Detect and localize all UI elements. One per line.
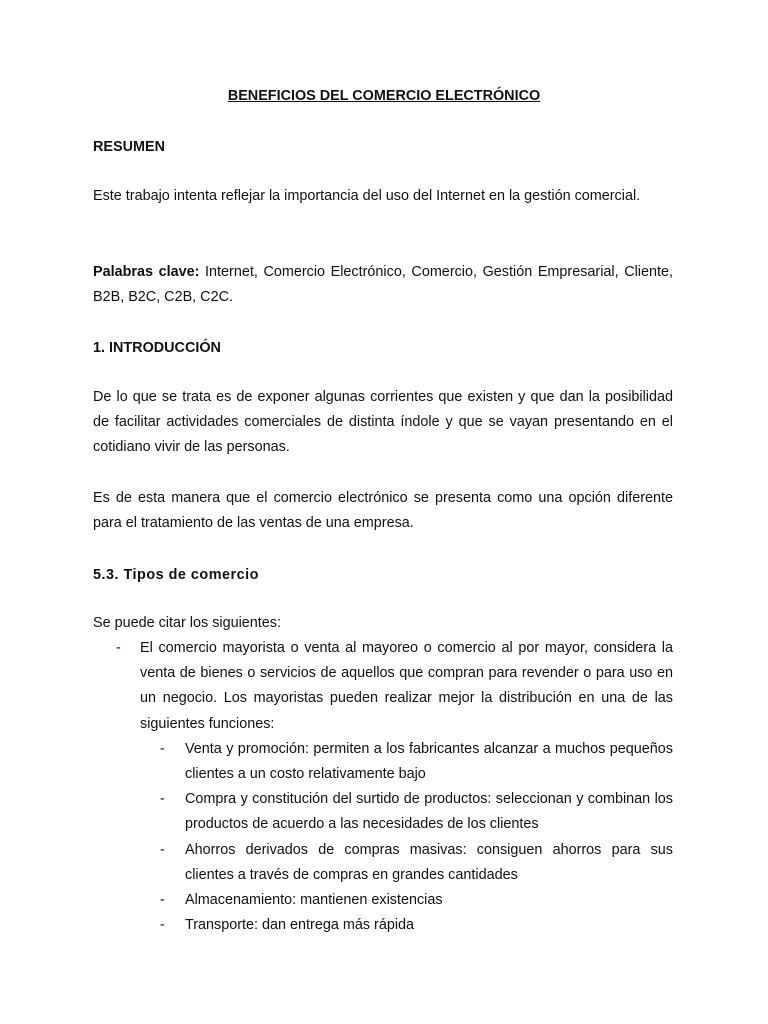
tipos-heading: 5.3. Tipos de comercio	[93, 567, 259, 583]
intro-paragraph-2: Es de esta manera que el comercio electrónico se presenta como una opción diferente para el tratamiento de las ventas de una empresa.	[93, 490, 673, 532]
keywords-paragraph	[93, 260, 673, 310]
intro-heading: 1. INTRODUCCIÓN	[93, 340, 221, 356]
list-marker: -	[116, 640, 121, 656]
sublist-item	[160, 787, 673, 837]
resumen-paragraph: Este trabajo intenta reflejar la importancia del uso del Internet en la gestión comercial.	[93, 188, 641, 204]
resumen-heading: RESUMEN	[93, 139, 165, 155]
sublist-marker: -	[160, 841, 165, 858]
sublist-item-text: Compra y constitución del surtido de productos: seleccionan y combinan los productos de acuerdo a las necesidades de los clientes	[185, 791, 673, 833]
sublist-item-text: Ahorros derivados de compras masivas: consiguen ahorros para sus clientes a través de compras en grandes cantidades	[185, 841, 673, 883]
sublist-marker: -	[160, 917, 165, 934]
functions-sublist	[140, 737, 673, 939]
keywords-label: Palabras clave:	[93, 264, 200, 280]
sublist-marker: -	[160, 740, 165, 757]
sublist-item	[160, 838, 673, 888]
list-item	[0, 636, 673, 938]
intro-paragraph-1: De lo que se trata es de exponer algunas corrientes que existen y que dan la posibilidad de facilitar actividades comerciales de distinta índole y que se vayan presentando en el cotidiano vivir de las personas.	[93, 389, 673, 456]
sublist-item	[160, 888, 673, 913]
sublist-item-text: Almacenamiento: mantienen existencias	[185, 892, 443, 909]
sublist-marker: -	[160, 791, 165, 808]
commerce-types-list	[0, 636, 673, 938]
sublist-marker: -	[160, 892, 165, 909]
list-item-text: El comercio mayorista o venta al mayoreo o comercio al por mayor, considera la venta de bienes o servicios de aquellos que compran para revender o para uso en un negocio. Los mayoristas pueden realizar mejor la distribución en una de las siguientes funciones:	[140, 640, 673, 732]
sublist-item	[160, 737, 673, 787]
sublist-item-text: Venta y promoción: permiten a los fabricantes alcanzar a muchos pequeños clientes a un costo relativamente bajo	[185, 740, 673, 783]
sublist-item	[160, 913, 673, 938]
sublist-item-text: Transporte: dan entrega más rápida	[185, 917, 415, 934]
keywords-text: Internet, Comercio Electrónico, Comercio, Gestión Empresarial, Cliente, B2B, B2C, C2B, C2C.	[93, 264, 673, 306]
document-title: BENEFICIOS DEL COMERCIO ELECTRÓNICO	[227, 88, 541, 104]
tipos-intro: Se puede citar los siguientes:	[93, 615, 281, 631]
